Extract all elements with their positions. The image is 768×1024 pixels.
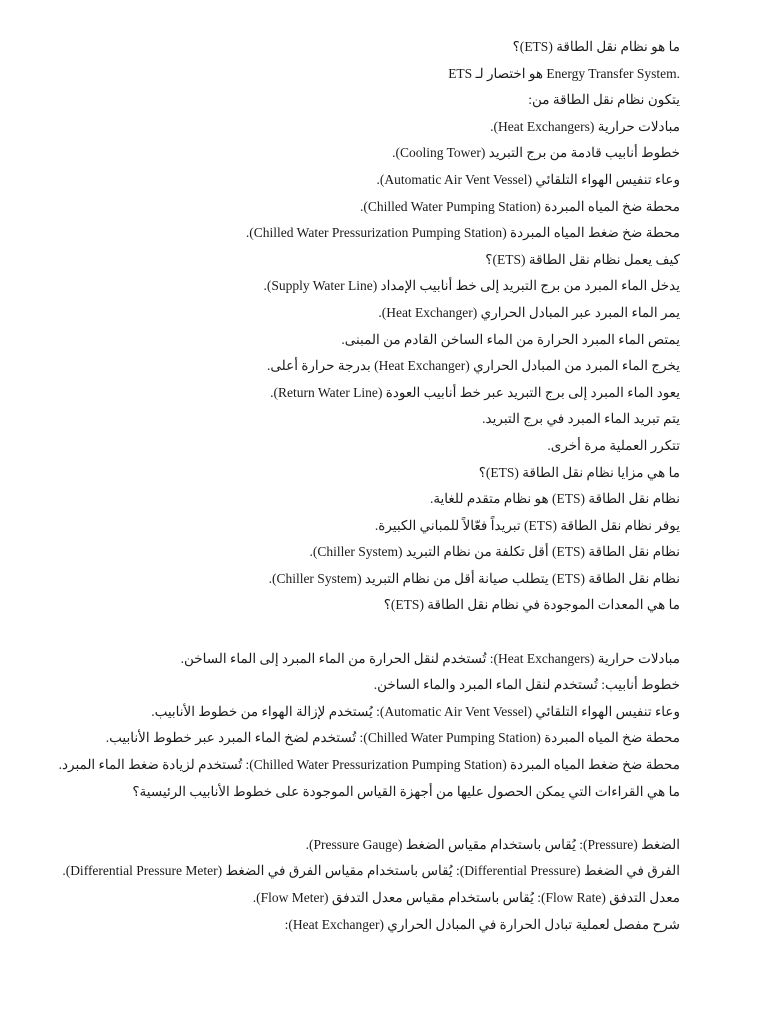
text-line: يدخل الماء المبرد من برج التبريد إلى خط أنابيب الإمداد (Supply Water Line).	[263, 278, 680, 294]
text-line: يوفر نظام نقل الطاقة (ETS) تبريداً فعّالاً للمباني الكبيرة.	[374, 517, 680, 533]
text-line: محطة ضخ المياه المبردة (Chilled Water Pumping Station).	[359, 198, 680, 214]
text-line: ما هو نظام نقل الطاقة (ETS)؟	[512, 39, 680, 54]
text-line: ما هي المعدات الموجودة في نظام نقل الطاقة (ETS)؟	[383, 597, 680, 613]
text-line: شرح مفصل لعملية تبادل الحرارة في المبادل الحراري (Heat Exchanger):	[284, 916, 680, 932]
text-line: ما هي القراءات التي يمكن الحصول عليها من أجهزة القياس الموجودة على خطوط الأنابيب الرئيسية؟	[132, 783, 680, 799]
text-line: يمتص الماء المبرد الحرارة من الماء الساخن القادم من المبنى.	[341, 331, 680, 347]
text-line: مبادلات حرارية (Heat Exchangers): تُستخدم لنقل الحرارة من الماء المبرد إلى الماء الساخن.	[180, 650, 680, 666]
text-line: الفرق في الضغط (Differential Pressure): يُقاس باستخدام مقياس الفرق في الضغط (Differential Pressure Meter).	[62, 863, 680, 879]
text-line: خطوط أنابيب: تُستخدم لنقل الماء المبرد والماء الساخن.	[373, 677, 680, 693]
text-line: كيف يعمل نظام نقل الطاقة (ETS)؟	[485, 251, 680, 267]
text-line: يخرج الماء المبرد من المبادل الحراري (Heat Exchanger) بدرجة حرارة أعلى.	[267, 358, 680, 374]
text-line: يمر الماء المبرد عبر المبادل الحراري (Heat Exchanger).	[378, 304, 680, 320]
text-line: محطة ضخ ضغط المياه المبردة (Chilled Water Pressurization Pumping Station): تُستخدم لزيادة ضغط الماء المبرد.	[58, 757, 680, 773]
text-line: يتم تبريد الماء المبرد في برج التبريد.	[482, 411, 680, 427]
document-body	[20, 34, 680, 938]
text-line: وعاء تنفيس الهواء التلقائي (Automatic Air Vent Vessel).	[376, 171, 680, 187]
text-line: نظام نقل الطاقة (ETS) أقل تكلفة من نظام التبريد (Chiller System).	[309, 544, 680, 560]
text-line: وعاء تنفيس الهواء التلقائي (Automatic Air Vent Vessel): يُستخدم لإزالة الهواء من خطوط الأنابيب.	[151, 703, 680, 719]
text-line: مبادلات حرارية (Heat Exchangers).	[490, 118, 680, 134]
text-line: تتكرر العملية مرة أخرى.	[547, 437, 680, 453]
text-line: نظام نقل الطاقة (ETS) يتطلب صيانة أقل من نظام التبريد (Chiller System).	[268, 570, 680, 586]
text-line: ما هي مزايا نظام نقل الطاقة (ETS)؟	[478, 464, 680, 480]
text-line: يتكون نظام نقل الطاقة من:	[528, 92, 680, 108]
text-line: ETS هو اختصار لـ Energy Transfer System.	[448, 65, 680, 81]
text-line: محطة ضخ المياه المبردة (Chilled Water Pumping Station): تُستخدم لضخ الماء المبرد عبر خطوط الأنابيب.	[105, 730, 680, 746]
text-line: يعود الماء المبرد إلى برج التبريد عبر خط أنابيب العودة (Return Water Line).	[270, 384, 680, 400]
text-line: نظام نقل الطاقة (ETS) هو نظام متقدم للغاية.	[429, 491, 680, 507]
text-line: الضغط (Pressure): يُقاس باستخدام مقياس الضغط (Pressure Gauge).	[305, 836, 680, 852]
text-line: محطة ضخ ضغط المياه المبردة (Chilled Water Pressurization Pumping Station).	[245, 225, 680, 241]
text-line: معدل التدفق (Flow Rate): يُقاس باستخدام مقياس معدل التدفق (Flow Meter).	[252, 890, 680, 905]
text-line: خطوط أنابيب قادمة من برج التبريد (Cooling Tower).	[392, 145, 680, 161]
